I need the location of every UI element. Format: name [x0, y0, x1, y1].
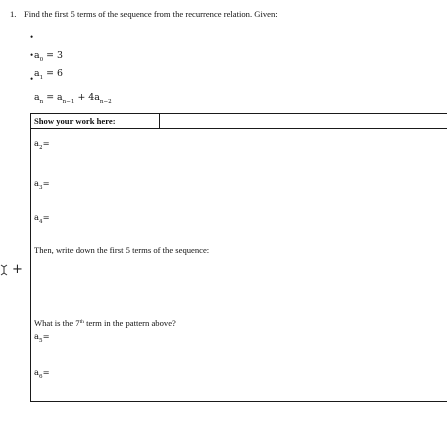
answer-a5[interactable]: $a_5=$	[34, 331, 50, 344]
answer-a3[interactable]: $a_3=$	[34, 178, 50, 191]
bullet-icon: •	[30, 50, 34, 60]
answer-a4[interactable]: $a_4=$	[34, 212, 50, 225]
question-prompt: Find the first 5 terms of the sequence from the recurrence relation. Given:	[24, 9, 278, 19]
work-box-bottom-border	[30, 401, 447, 402]
given-var: $a_0 = 3$	[34, 50, 63, 63]
side-tool[interactable]	[0, 263, 24, 277]
work-box-header: Show your work here:	[34, 116, 116, 126]
work-box-header-cell-border	[159, 113, 160, 128]
given-var: $a_1 = 6$	[34, 68, 63, 81]
work-box-left-border	[30, 113, 31, 402]
given-an	[30, 69, 112, 105]
bullet-icon: •	[30, 32, 34, 42]
question-number: 1.	[10, 9, 17, 19]
text-cursor-icon[interactable]	[0, 264, 8, 276]
work-box-top-border	[30, 113, 447, 114]
bullet-icon: •	[30, 74, 34, 84]
work-box-header-divider	[30, 128, 447, 129]
add-plus-icon[interactable]: +	[12, 262, 23, 277]
instruction-text: Then, write down the first 5 terms of the sequence:	[34, 245, 210, 255]
answer-a6[interactable]: $a_6=$	[34, 367, 50, 380]
given-recurrence: $a_n = a_{n-1} + 4a_{n-2}$	[34, 92, 112, 105]
answer-a2[interactable]: $a_2=$	[34, 138, 50, 151]
seventh-term-question: What is the 7th term in the pattern above?	[34, 318, 176, 328]
